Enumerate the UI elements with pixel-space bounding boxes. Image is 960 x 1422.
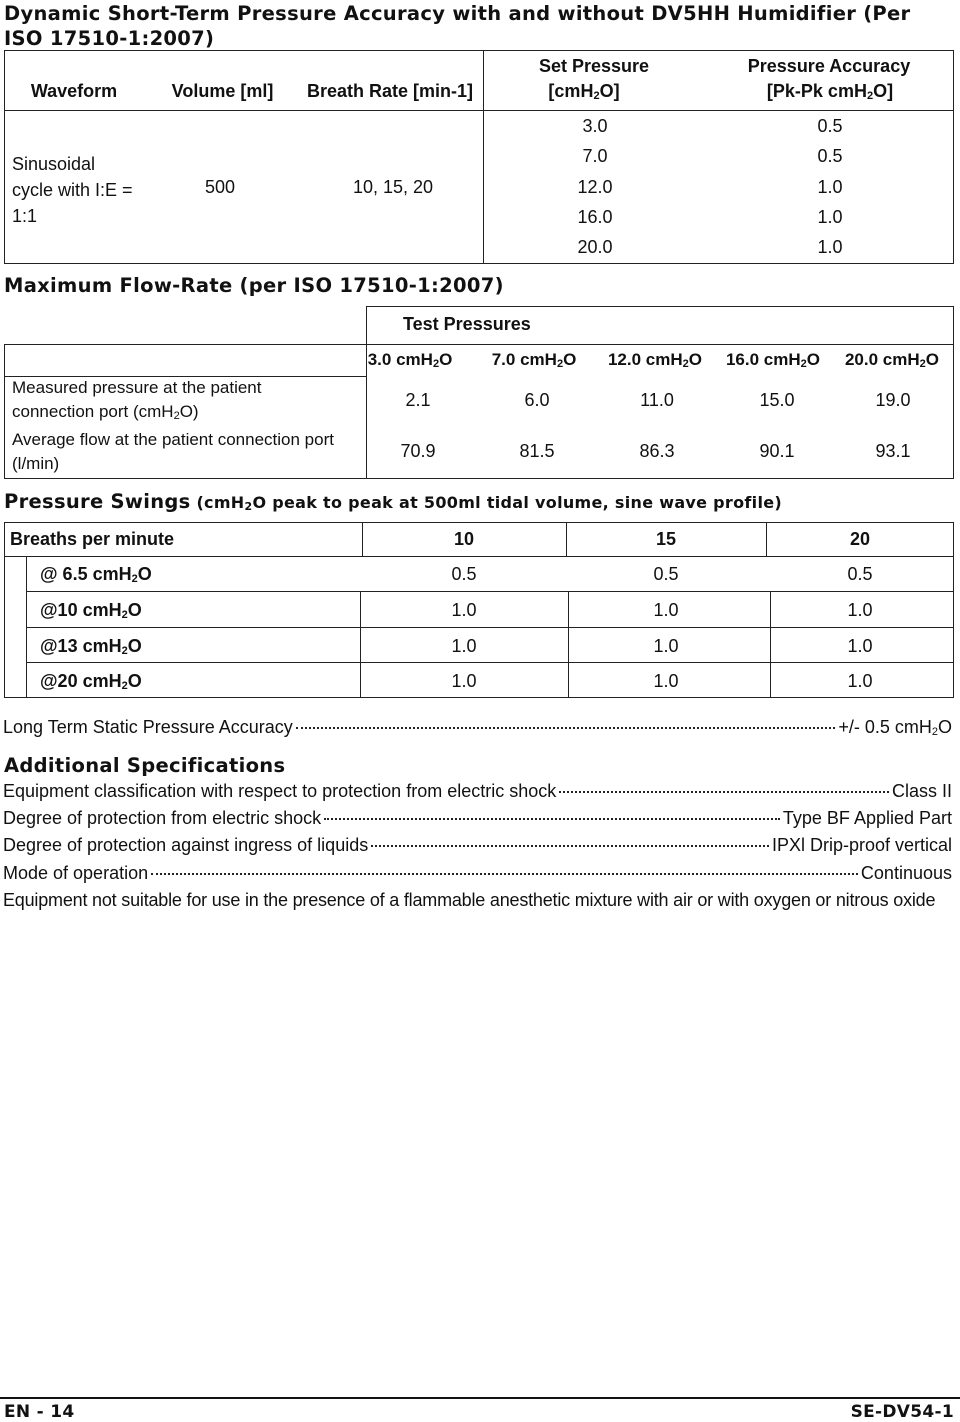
accuracy-cell: 1.0: [817, 177, 843, 197]
swing-row-label: @10 cmH$_2$O: [40, 600, 142, 621]
swing-value: 0.5: [847, 564, 873, 584]
static-accuracy-row: [3, 717, 952, 738]
footer-doc-code: SE-DV54-1: [850, 1402, 954, 1422]
spec-value: IPXl Drip-proof vertical: [771, 835, 952, 855]
swing-value: 1.0: [653, 671, 679, 691]
swing-value: 1.0: [451, 671, 477, 691]
static-accuracy-label: Long Term Static Pressure Accuracy: [3, 717, 293, 737]
swing-value: 1.0: [451, 636, 477, 656]
swing-row-label: @20 cmH$_2$O: [40, 671, 142, 692]
flow-value: 90.1: [759, 441, 795, 461]
breaths-header: 10: [453, 529, 475, 549]
swing-value: 1.0: [653, 600, 679, 620]
accuracy-cell: 1.0: [817, 237, 843, 257]
swing-value: 0.5: [451, 564, 477, 584]
accuracy-cell: 0.5: [817, 146, 843, 166]
accuracy-cell: 0.5: [817, 116, 843, 136]
flow-value: 81.5: [519, 441, 555, 461]
spec-value: Continuous: [860, 863, 952, 883]
measured-value: 11.0: [640, 390, 674, 410]
table-divider: [360, 591, 361, 698]
set-pressure-cell: 3.0: [582, 116, 608, 136]
additional-specs-title: Additional Specifications: [4, 754, 286, 777]
test-pressure-header: 16.0 cmH$_2$O: [725, 350, 821, 370]
header-set-pressure: Set Pressure: [538, 56, 650, 76]
volume-value: 500: [204, 177, 236, 197]
spec-row: [3, 808, 952, 829]
spec-label: Degree of protection against ingress of liquids: [3, 835, 369, 855]
flammable-warning: Equipment not suitable for use in the presence of a flammable anesthetic mixture with air or with oxygen or nitrous oxide: [3, 890, 936, 910]
header-set-pressure-unit: [cmH$_2$O]: [548, 81, 620, 102]
swing-value: 1.0: [653, 636, 679, 656]
table-divider: [26, 591, 954, 592]
swing-value: 1.0: [847, 636, 873, 656]
test-pressure-header: 12.0 cmH$_2$O: [607, 350, 703, 370]
swing-row-label: @ 6.5 cmH$_2$O: [40, 564, 152, 585]
header-pressure-accuracy-unit: [Pk-Pk cmH$_2$O]: [766, 81, 894, 102]
set-pressure-cell: 12.0: [577, 177, 613, 197]
table-divider: [483, 50, 484, 264]
static-accuracy-value: +/- 0.5 cmH$_2$O: [838, 717, 952, 738]
swing-value: 0.5: [653, 564, 679, 584]
footer-rule: [0, 1397, 960, 1399]
measured-value: 6.0: [524, 390, 550, 410]
spec-row: [3, 863, 952, 884]
breath-rate-value: 10, 15, 20: [352, 177, 434, 197]
spec-row: [3, 781, 952, 802]
flow-value: 93.1: [875, 441, 911, 461]
average-flow-label: Average flow at the patient connection port (l/min): [12, 430, 334, 473]
table-divider: [4, 556, 954, 557]
spec-label: Equipment classification with respect to protection from electric shock: [3, 781, 557, 801]
waveform-description: Sinusoidal cycle with I:E = 1:1: [12, 154, 133, 226]
accuracy-cell: 1.0: [817, 207, 843, 227]
spec-value: Class II: [891, 781, 952, 801]
test-pressure-header: 7.0 cmH$_2$O: [491, 350, 577, 370]
measured-value: 15.0: [759, 390, 795, 410]
flow-value: 86.3: [639, 441, 675, 461]
header-waveform: Waveform: [30, 81, 118, 101]
measured-value: 19.0: [875, 390, 911, 410]
table-divider: [362, 522, 363, 557]
swing-value: 1.0: [451, 600, 477, 620]
table-divider: [566, 522, 567, 557]
flow-value: 70.9: [400, 441, 436, 461]
test-pressure-header: 3.0 cmH$_2$O: [367, 350, 453, 370]
table-divider: [26, 627, 954, 628]
breaths-per-minute-label: Breaths per minute: [10, 529, 175, 549]
test-pressures-label: Test Pressures: [403, 314, 531, 334]
header-pressure-accuracy: Pressure Accuracy: [747, 56, 911, 76]
table-divider: [26, 662, 954, 663]
table-divider: [568, 591, 569, 698]
header-volume: Volume [ml]: [171, 81, 274, 101]
breaths-header: 15: [655, 529, 677, 549]
set-pressure-cell: 7.0: [582, 146, 608, 166]
table-divider: [4, 110, 954, 111]
spec-label: Mode of operation: [3, 863, 149, 883]
measured-value: 2.1: [405, 390, 431, 410]
swing-row-label: @13 cmH$_2$O: [40, 636, 142, 657]
measured-pressure-label: Measured pressure at the patient connection port (cmH$_2$O): [12, 378, 262, 422]
table-divider: [26, 556, 27, 698]
section3-title: Pressure Swings (cmH$_2$O peak to peak at 500ml tidal volume, sine wave profile): [4, 490, 783, 513]
set-pressure-cell: 20.0: [577, 237, 613, 257]
table-divider: [766, 522, 767, 557]
swing-value: 1.0: [847, 671, 873, 691]
section2-title: Maximum Flow-Rate (per ISO 17510-1:2007): [4, 274, 504, 297]
spec-label: Degree of protection from electric shock: [3, 808, 322, 828]
footer-page-number: EN - 14: [4, 1402, 75, 1422]
breaths-header: 20: [849, 529, 871, 549]
test-pressure-header: 20.0 cmH$_2$O: [844, 350, 940, 370]
table-divider: [770, 591, 771, 698]
spec-value: Type BF Applied Part: [782, 808, 952, 828]
section1-title: Dynamic Short-Term Pressure Accuracy with and without DV5HH Humidifier (Per ISO 17510-1:2007): [4, 2, 911, 50]
spec-row: [3, 835, 952, 856]
set-pressure-cell: 16.0: [577, 207, 613, 227]
swing-value: 1.0: [847, 600, 873, 620]
header-breath-rate: Breath Rate [min-1]: [306, 81, 474, 101]
